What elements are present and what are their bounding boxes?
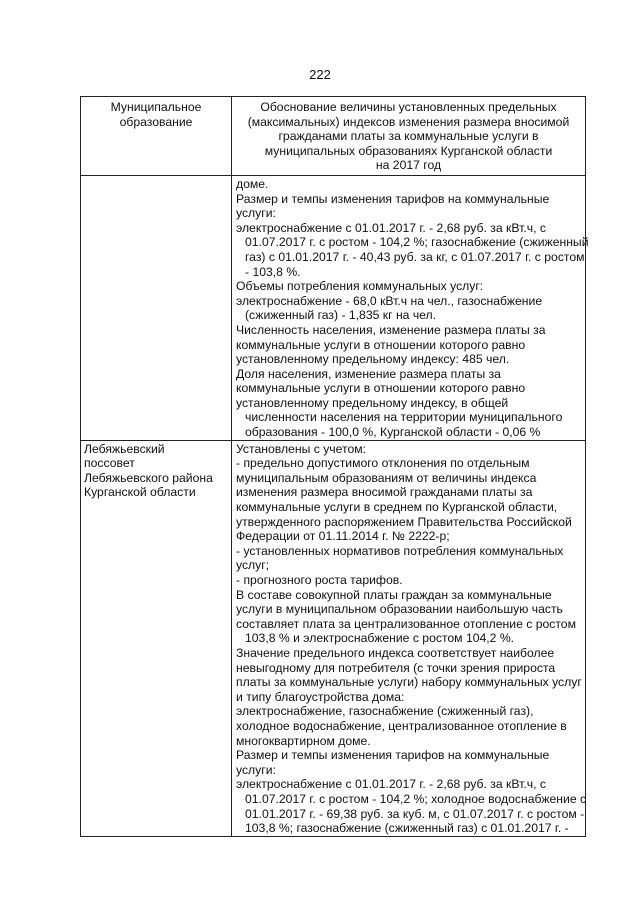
text-line: муниципальных образованиях Курганской области bbox=[264, 143, 553, 158]
municipality-cell bbox=[81, 175, 232, 440]
table-row bbox=[81, 440, 586, 836]
text-line: составляет плата за централизованное отопление с ростом bbox=[236, 616, 576, 631]
text-line: услуги: bbox=[236, 762, 276, 777]
text-line: 01.07.2017 г. с ростом - 104,2 %; холодное водоснабжение с bbox=[245, 791, 587, 806]
text-line: образование bbox=[119, 114, 193, 129]
text-line: - прогнозного роста тарифов. bbox=[236, 573, 403, 587]
text-line: Муниципальное bbox=[110, 100, 202, 114]
text-line: услуг; bbox=[236, 558, 270, 573]
text-line: - 103,8 %. bbox=[245, 264, 301, 279]
text-line: установленному предельному индексу: 485 чел. bbox=[236, 352, 510, 367]
tariff-justification-table bbox=[80, 96, 589, 837]
text-line: Установлены с учетом: bbox=[236, 441, 366, 456]
text-line: 01.01.2017 г. - 69,38 руб. за куб. м, с 01.07.2017 г. с ростом - bbox=[245, 806, 585, 821]
text-line: Курганской области bbox=[84, 485, 196, 500]
header-justification bbox=[232, 97, 586, 176]
text-line: услуги в муниципальном образовании наибольшую часть bbox=[236, 602, 563, 617]
text-line: Значение предельного индекса соответствует наиболее bbox=[236, 645, 555, 660]
text-line: - предельно допустимого отклонения по отдельным bbox=[236, 456, 530, 471]
text-line: гражданами платы за коммунальные услуги в bbox=[278, 129, 539, 144]
text-line: электроснабжение - 68,0 кВт.ч на чел., газоснабжение bbox=[236, 293, 543, 308]
text-line: электроснабжение с 01.01.2017 г. - 2,68 руб. за кВт.ч, с bbox=[236, 220, 546, 235]
text-line: 103,8 %; газоснабжение (сжиженный газ) с 01.01.2017 г. - bbox=[245, 821, 569, 836]
text-line: муниципальным образованиям от величины индекса bbox=[236, 470, 537, 485]
text-line: коммунальные услуги в отношении которого равно bbox=[236, 337, 526, 352]
text-line: образования - 100,0 %, Курганской области - 0,06 % bbox=[245, 425, 541, 440]
text-line: платы за коммунальные услуги) набору коммунальных услуг bbox=[236, 675, 582, 690]
text-line: холодное водоснабжение, централизованное отопление в bbox=[236, 718, 567, 733]
municipality-cell bbox=[81, 440, 232, 836]
page-number: 222 bbox=[309, 67, 331, 82]
text-line: установленному предельному индексу, в общей bbox=[236, 395, 509, 410]
justification-cell bbox=[232, 175, 589, 440]
text-line: электроснабжение с 01.01.2017 г. - 2,68 руб. за кВт.ч, с bbox=[236, 777, 546, 792]
text-line: и типу благоустройства дома: bbox=[236, 689, 405, 704]
text-line: 103,8 % и электроснабжение с ростом 104,2 %. bbox=[245, 631, 515, 646]
text-line: многоквартирном доме. bbox=[236, 733, 371, 748]
text-line: утвержденного распоряжением Правительства Российской bbox=[236, 514, 572, 529]
text-line: коммунальные услуги в среднем по Курганской области, bbox=[236, 500, 558, 515]
text-line: на 2017 год bbox=[375, 158, 442, 173]
text-line: (максимальных) индексов изменения размера вносимой bbox=[247, 114, 570, 129]
text-line: В составе совокупной платы граждан за коммунальные bbox=[236, 587, 552, 602]
text-line: доме. bbox=[236, 176, 269, 191]
text-line: услуги: bbox=[236, 206, 276, 221]
text-line: (сжиженный газ) - 1,835 кг на чел. bbox=[245, 308, 437, 323]
text-line: - установленных нормативов потребления коммунальных bbox=[236, 543, 564, 558]
table-row bbox=[81, 175, 586, 440]
text-line: электроснабжение, газоснабжение (сжиженный газ), bbox=[236, 704, 534, 719]
table-header-row bbox=[81, 97, 586, 176]
text-line: Лебяжьевского района bbox=[84, 470, 213, 485]
text-line: Обоснование величины установленных предельных bbox=[260, 100, 557, 114]
text-line: численности населения на территории муниципального bbox=[245, 410, 563, 425]
text-line: Лебяжьевский bbox=[84, 441, 165, 456]
text-line: Доля населения, изменение размера платы за bbox=[236, 366, 501, 381]
text-line: Численность населения, изменение размера платы за bbox=[236, 322, 546, 337]
text-line: коммунальные услуги в отношении которого равно bbox=[236, 381, 526, 396]
text-line: Объемы потребления коммунальных услуг: bbox=[236, 279, 484, 294]
text-line: Размер и темпы изменения тарифов на коммунальные bbox=[236, 191, 550, 206]
header-municipality bbox=[81, 97, 232, 176]
text-line: Размер и темпы изменения тарифов на коммунальные bbox=[236, 748, 550, 763]
text-line: поссовет bbox=[84, 456, 135, 471]
text-line: газ) с 01.01.2017 г. - 40,43 руб. за кг, с 01.07.2017 г. с ростом bbox=[245, 249, 585, 264]
text-line: изменения размера вносимой гражданами платы за bbox=[236, 485, 533, 500]
text-line: невыгодному для потребителя (с точки зрения прироста bbox=[236, 660, 556, 675]
justification-cell bbox=[232, 440, 586, 836]
text-line: Федерации от 01.11.2014 г. № 2222-р; bbox=[236, 529, 450, 544]
text-line: 01.07.2017 г. с ростом - 104,2 %; газоснабжение (сжиженный bbox=[245, 235, 589, 250]
